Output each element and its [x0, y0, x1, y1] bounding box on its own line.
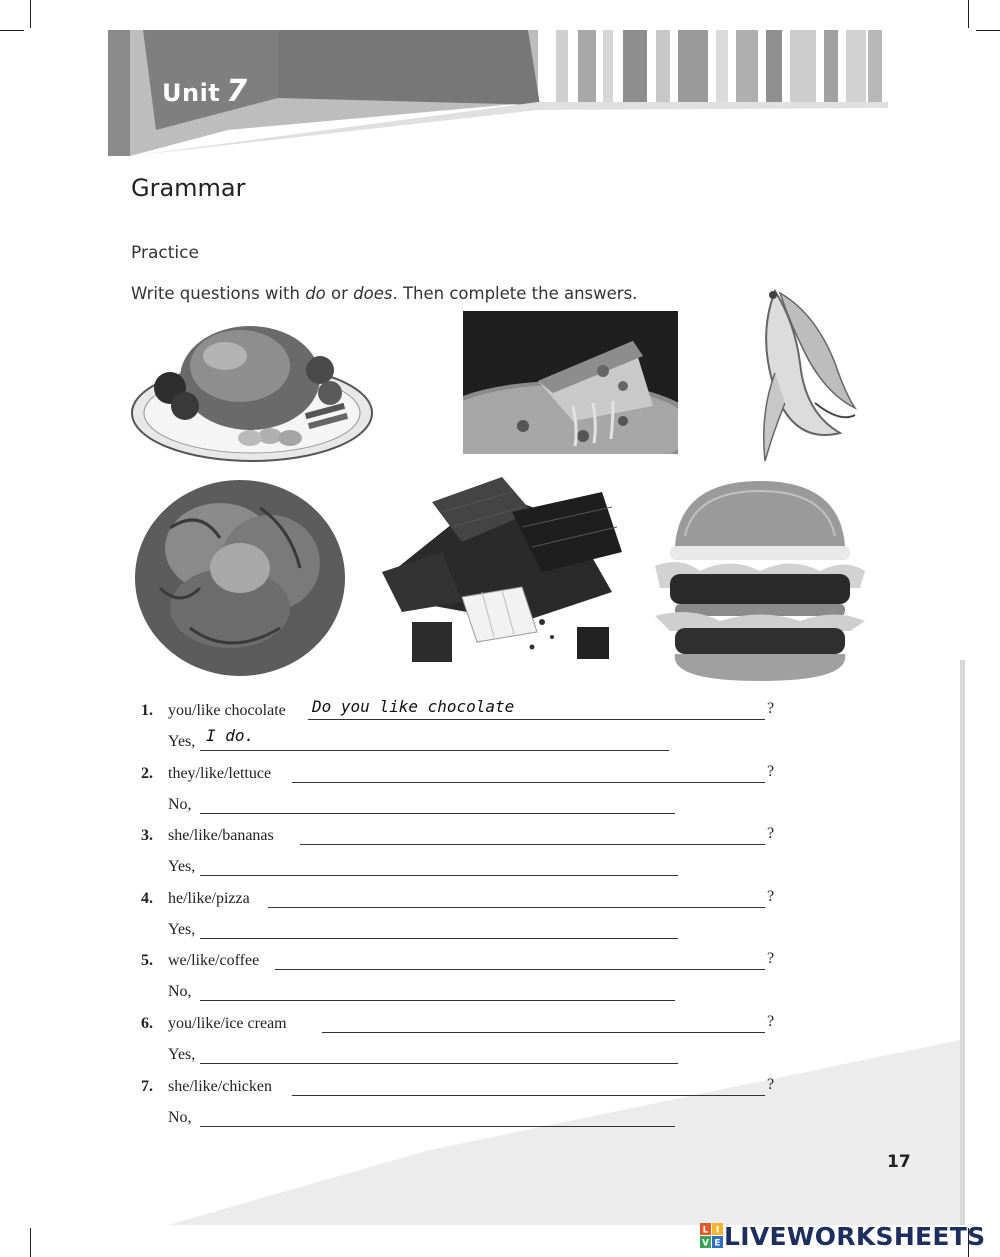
exercise-number: 7.	[141, 1078, 153, 1095]
instruction-text	[131, 284, 637, 303]
section-title: Grammar	[131, 174, 246, 202]
logo-letter: I	[715, 1225, 720, 1236]
answer-prefix: Yes,	[168, 921, 196, 938]
question-mark: ?	[767, 1076, 775, 1093]
exercise-number: 3.	[141, 827, 153, 844]
answer-underline	[200, 813, 675, 814]
question-mark: ?	[767, 950, 775, 967]
question-underline	[322, 1032, 765, 1033]
instruction-after: . Then complete the answers.	[392, 284, 638, 303]
question-mark: ?	[767, 888, 775, 905]
exercise-number: 1.	[141, 702, 153, 719]
answer-underline	[200, 1000, 675, 1001]
answer-prefix: Yes,	[168, 858, 196, 875]
question-input[interactable]	[272, 884, 761, 904]
exercise-prompt: they/like/lettuce	[168, 765, 272, 782]
answer-underline	[200, 875, 678, 876]
pizza-photo	[463, 311, 678, 454]
answer-prefix: No,	[168, 796, 192, 813]
answer-prefix: No,	[168, 983, 192, 1000]
exercise-number: 4.	[141, 890, 153, 907]
answer-input[interactable]	[206, 1101, 669, 1121]
answer-input[interactable]	[206, 850, 672, 870]
answer-input[interactable]	[206, 975, 669, 995]
logo-letter: E	[714, 1238, 721, 1249]
exercise-number: 2.	[141, 765, 153, 782]
roast-chicken-photo	[130, 308, 375, 468]
exercise-prompt: she/like/bananas	[168, 827, 274, 844]
chocolate-photo	[372, 472, 640, 668]
section-subtitle: Practice	[131, 243, 199, 263]
instruction-do: do	[305, 284, 326, 303]
question-mark: ?	[767, 825, 775, 842]
brand-name: LIVEWORKSHEETS	[724, 1221, 986, 1251]
instruction-mid: or	[325, 284, 354, 303]
liveworksheets-brand	[700, 1222, 985, 1250]
answer-underline	[200, 1126, 675, 1127]
question-underline	[268, 907, 765, 908]
answer-prefix: Yes,	[168, 733, 196, 750]
exercise-prompt: you/like chocolate	[168, 702, 286, 719]
exercise-number: 6.	[141, 1015, 153, 1032]
answer-prefix: No,	[168, 1109, 192, 1126]
liveworksheets-logo-icon	[700, 1223, 724, 1249]
instruction-before: Write questions with	[131, 284, 306, 303]
question-input[interactable]	[296, 759, 761, 779]
exercise-number: 5.	[141, 952, 153, 969]
question-underline	[300, 844, 765, 845]
question-underline	[292, 782, 765, 783]
question-input[interactable]	[296, 1072, 761, 1092]
question-input[interactable]	[312, 696, 761, 716]
question-underline	[308, 719, 765, 720]
question-mark: ?	[767, 700, 775, 717]
answer-input[interactable]	[206, 1038, 672, 1058]
banana-photo	[745, 283, 865, 465]
exercise-prompt: you/like/ice cream	[168, 1015, 287, 1032]
logo-letter: V	[702, 1238, 709, 1249]
logo-letter: L	[702, 1225, 709, 1236]
burger-photo	[650, 476, 870, 686]
exercise-prompt: he/like/pizza	[168, 890, 250, 907]
answer-prefix: Yes,	[168, 1046, 196, 1063]
unit-label	[162, 74, 248, 109]
question-input[interactable]	[326, 1009, 761, 1029]
answer-input[interactable]	[206, 788, 669, 808]
lettuce-photo	[130, 468, 348, 678]
unit-word: Unit	[162, 79, 221, 107]
answer-input[interactable]	[206, 725, 663, 745]
page-number: 17	[887, 1152, 911, 1172]
unit-number: 7	[226, 74, 248, 109]
question-input[interactable]	[279, 946, 761, 966]
question-mark: ?	[767, 1013, 775, 1030]
instruction-does: does	[353, 284, 393, 303]
answer-underline	[200, 938, 678, 939]
question-mark: ?	[767, 763, 775, 780]
exercise-prompt: we/like/coffee	[168, 952, 260, 969]
question-underline	[275, 969, 765, 970]
answer-underline	[200, 750, 669, 751]
exercise-prompt: she/like/chicken	[168, 1078, 272, 1095]
answer-input[interactable]	[206, 913, 672, 933]
question-underline	[292, 1095, 765, 1096]
answer-underline	[200, 1063, 678, 1064]
question-input[interactable]	[304, 821, 761, 841]
